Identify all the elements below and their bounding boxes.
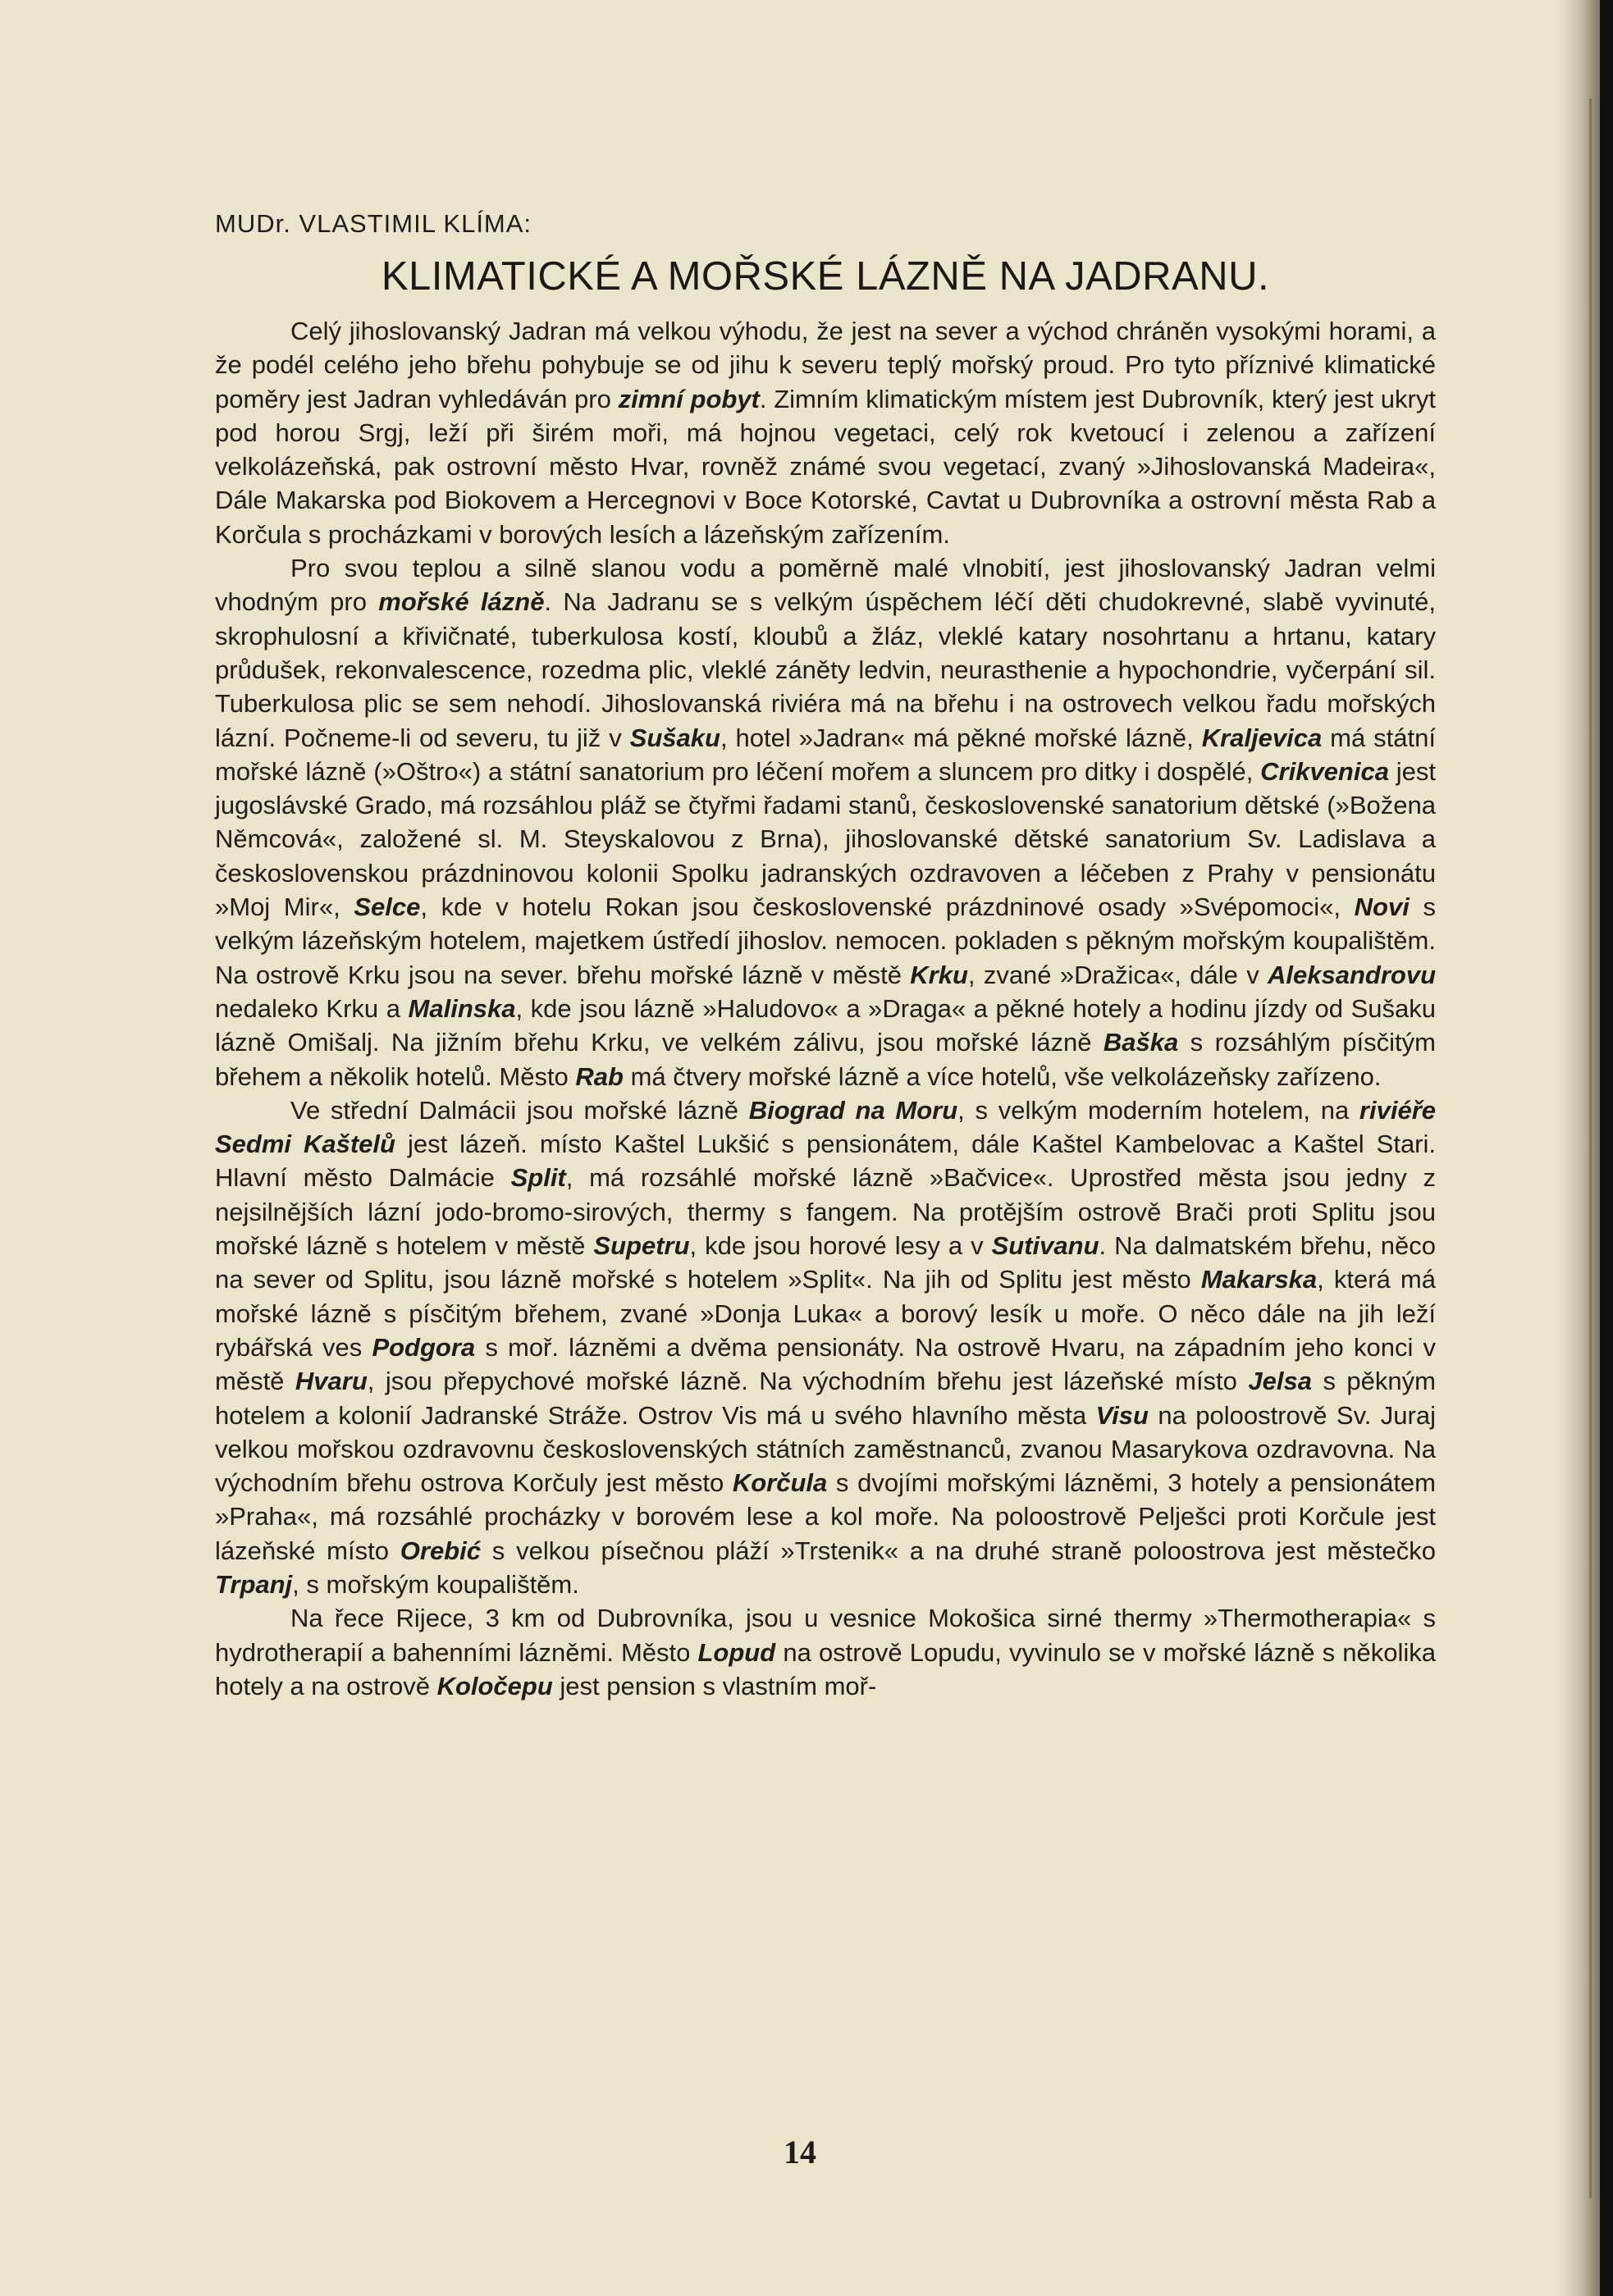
italic-emphasis: Korčula <box>732 1468 828 1498</box>
text-run: , jsou přepychové mořské lázně. Na východním břehu jest lázeňské místo <box>367 1367 1249 1396</box>
italic-emphasis: Selce <box>354 892 421 922</box>
italic-emphasis: Rab <box>575 1061 624 1091</box>
italic-emphasis: Malinska <box>408 993 516 1023</box>
text-run: jest jugoslávské Grado, má rozsáhlou pláž se čtyřmi řadami stanů, československé sanatorium dětské (»Božena Němcová«, založené sl. M. Steyskalovou z Brna), jihoslovanské dětské sanatorium Sv. Ladislava a československou prázdninovou kolonii Spolku jadranských ozdravoven a léčeben z Prahy v pensionátu »Moj Mir«, <box>215 756 1436 922</box>
binding-edge <box>1589 98 1592 2198</box>
text-run: má čtvery mořské lázně a více hotelů, vše velkolázeňsky zařízeno. <box>623 1061 1382 1091</box>
text-run: , kde jsou lázně »Haludovo« a »Draga« a pěkné hotely a hodinu jízdy od Sušaku lázně Omišalj. Na jižním břehu Krku, ve velkém zálivu, jsou mořské lázně <box>215 993 1436 1057</box>
text-run: . Na Jadranu se s velkým úspěchem léčí děti chudokrevné, slabě vyvinuté, skrophulosní a křivičnaté, tuberkulosa kostí, kloubů a žláz, vleklé katary nosohrtanu a hrtanu, katary průdušek, rekonvalescence, rozedma plic, vleklé záněty ledvin, neurasthenie a hypochondrie, vyčerpání sil. Tuberkulosa plic se sem nehodí. Jihoslovanská riviéra má na břehu i na ostrovech velkou řadu mořských lázní. Počneme-li od severu, tu již v <box>215 587 1436 752</box>
italic-emphasis: Crikvenica <box>1260 756 1389 786</box>
paragraph <box>215 551 1436 1093</box>
italic-emphasis: Podgora <box>372 1332 476 1362</box>
text-run: , kde v hotelu Rokan jsou československé prázdninové osady »Svépomoci«, <box>420 892 1355 922</box>
text-run: na ostrově Lopudu, vyvinulo se v mořské lázně s několika hotely a na ostrově <box>215 1637 1436 1700</box>
paragraph <box>215 1093 1436 1601</box>
paragraph <box>215 314 1436 551</box>
italic-emphasis: riviéře Sedmi Kaštelů <box>215 1095 1436 1159</box>
text-run: Pro svou teplou a silně slanou vodu a poměrně malé vlnobití, jest jihoslovanský Jadran velmi vhodným pro <box>215 554 1436 617</box>
text-run: na poloostrově Sv. Juraj velkou mořskou ozdravovnu československých státních zaměstnanců, zvanou Masarykova ozdravovna. Na východním břehu ostrova Korčuly jest město <box>215 1400 1436 1498</box>
text-run: , zvané »Dražica«, dále v <box>967 960 1268 989</box>
italic-emphasis: Orebić <box>400 1536 481 1565</box>
article-author: MUDr. VLASTIMIL KLÍMA: <box>215 209 532 238</box>
italic-emphasis: mořské lázně <box>378 587 545 617</box>
page-fold-shadow <box>1559 0 1600 2296</box>
italic-emphasis: Sušaku <box>629 723 720 752</box>
text-run: . Zimním klimatickým místem jest Dubrovník, který jest ukryt pod horou Srgj, leží při širém moři, má hojnou vegetaci, celý rok kvetoucí i zelenou a zařízení velkolázeňská, pak ostrovní město Hvar, rovněž známé svou vegetací, zvaný »Jihoslovanská Madeira«, Dále Makarska pod Biokovem a Hercegnovi v Boce Kotorské, Cavtat u Dubrovníka a ostrovní města Rab a Korčula s procházkami v borových lesích a lázeňským zařízením. <box>215 384 1436 549</box>
italic-emphasis: Makarska <box>1200 1265 1318 1294</box>
text-run: , hotel »Jadran« má pěkné mořské lázně, <box>720 723 1202 752</box>
italic-emphasis: Visu <box>1095 1400 1149 1430</box>
text-run: s velkou písečnou pláží »Trstenik« a na druhé straně poloostrova jest městečko <box>480 1536 1436 1565</box>
italic-emphasis: Supetru <box>593 1231 690 1261</box>
article <box>215 209 1436 1703</box>
page-number: 14 <box>784 2134 816 2170</box>
text-run: Na řece Rijece, 3 km od Dubrovníka, jsou u vesnice Mokošica sirné thermy »Thermotherapia« s hydrotherapií a bahenními lázněmi. Město <box>215 1604 1436 1667</box>
italic-emphasis: Kraljevica <box>1201 723 1323 752</box>
text-run: , má rozsáhlé mořské lázně »Bačvice«. Uprostřed města jsou jedny z nejsilnějších lázní jodo-bromo-sirových, thermy s fangem. Na protějším ostrově Brači proti Splitu jsou mořské lázně s hotelem v městě <box>215 1163 1436 1261</box>
article-body <box>215 314 1436 1703</box>
text-run: s rozsáhlým písčitým břehem a několik hotelů. Město <box>215 1028 1436 1091</box>
text-run: , která má mořské lázně s písčitým břehem, zvané »Donja Luka« a borový lesík u moře. O něco dále na jih leží rybářská ves <box>215 1265 1436 1362</box>
italic-emphasis: Hvaru <box>295 1367 368 1396</box>
italic-emphasis: Novi <box>1354 892 1410 922</box>
text-run: Celý jihoslovanský Jadran má velkou výhodu, že jest na sever a východ chráněn vysokými horami, a že podél celého jeho břehu pohybuje se od jihu k severu teplý mořský proud. Pro tyto příznivé klimatické poměry jest Jadran vyhledáván pro <box>215 317 1436 413</box>
text-run: s pěkným hotelem a kolonií Jadranské Stráže. Ostrov Vis má u svého hlavního města <box>215 1367 1436 1430</box>
text-run: , s mořským koupalištěm. <box>292 1569 579 1599</box>
italic-emphasis: Krku <box>910 960 968 989</box>
italic-emphasis: Trpanj <box>215 1569 293 1599</box>
text-run: Ve střední Dalmácii jsou mořské lázně <box>290 1095 749 1125</box>
text-run: s moř. lázněmi a dvěma pensionáty. Na ostrově Hvaru, na západním jeho konci v městě <box>215 1332 1436 1396</box>
text-run: s velkým lázeňským hotelem, majetkem ústředí jihoslov. nemocen. pokladen s pěkným mořským koupalištěm. Na ostrově Krku jsou na sever. břehu mořské lázně v městě <box>215 892 1436 989</box>
text-run: , s velkým moderním hotelem, na <box>957 1095 1359 1125</box>
italic-emphasis: zimní pobyt <box>618 384 760 413</box>
text-run: , kde jsou horové lesy a v <box>689 1231 992 1261</box>
paragraph <box>215 1601 1436 1703</box>
text-run: nedaleko Krku a <box>215 993 409 1023</box>
text-run: má státní mořské lázně (»Oštro«) a státní sanatorium pro léčení mořem a sluncem pro ditky i dospělé, <box>215 723 1436 786</box>
italic-emphasis: Biograd na Moru <box>748 1095 958 1125</box>
italic-emphasis: Aleksandrovu <box>1268 960 1437 989</box>
italic-emphasis: Lopud <box>697 1637 776 1667</box>
italic-emphasis: Sutivanu <box>991 1231 1099 1261</box>
text-run: . Na dalmatském břehu, něco na sever od Splitu, jsou lázně mořské s hotelem »Split«. Na jih od Splitu jest město <box>215 1231 1436 1294</box>
italic-emphasis: Split <box>510 1163 566 1193</box>
text-run: jest lázeň. místo Kaštel Lukšić s pensionátem, dále Kaštel Kambelovac a Kaštel Stari. Hlavní město Dalmácie <box>215 1130 1437 1193</box>
article-title: KLIMATICKÉ A MOŘSKÉ LÁZNĚ NA JADRANU. <box>381 254 1270 299</box>
italic-emphasis: Baška <box>1103 1028 1179 1057</box>
text-run: s dvojími mořskými lázněmi, 3 hotely a pensionátem »Praha«, má rozsáhlé procházky v borovém lese a kol moře. Na poloostrově Pelješci proti Korčule jest lázeňské místo <box>215 1468 1436 1565</box>
italic-emphasis: Jelsa <box>1248 1367 1312 1396</box>
italic-emphasis: Koločepu <box>436 1671 553 1700</box>
text-run: jest pension s vlastním moř- <box>552 1671 877 1700</box>
